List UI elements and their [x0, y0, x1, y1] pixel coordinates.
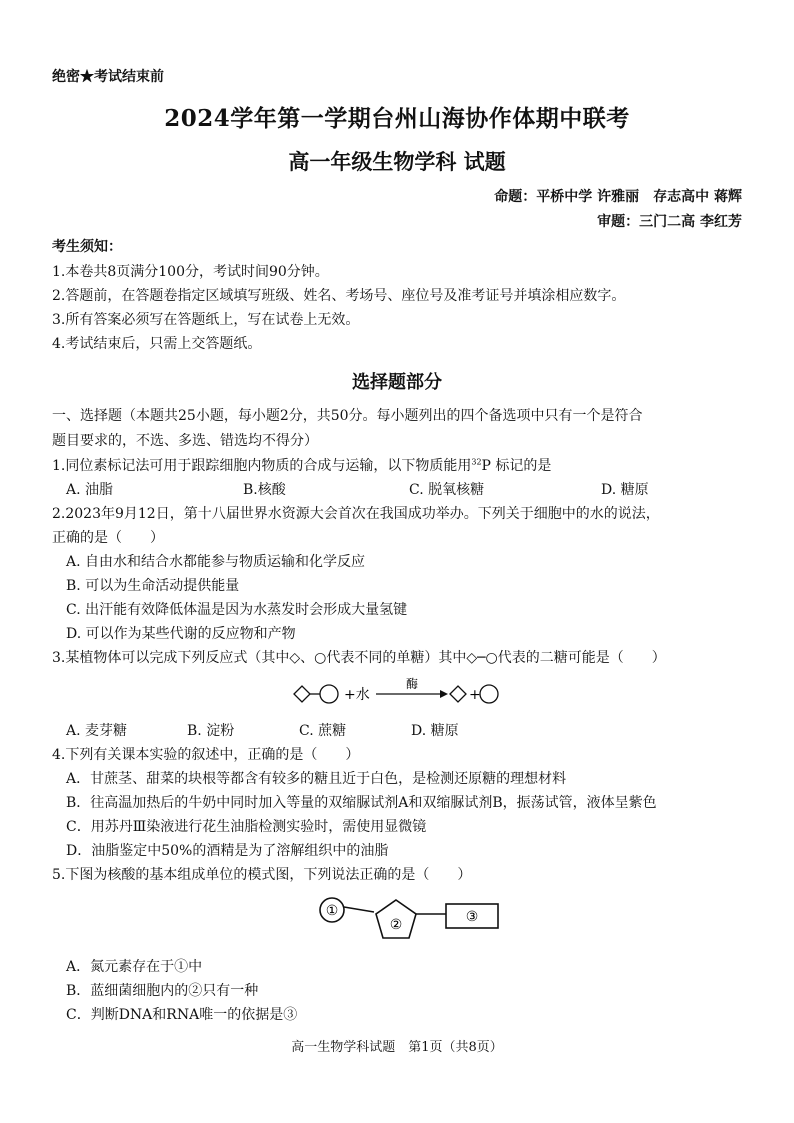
question-1-option-b: B.核酸 — [243, 482, 286, 498]
question-2-option-b: B. 可以为生命活动提供能量 — [66, 578, 240, 594]
bond-line — [344, 907, 374, 912]
question-5-option-b: B．蓝细菌细胞内的②只有一种 — [66, 983, 259, 999]
question-4-option-c: C．用苏丹Ⅲ染液进行花生油脂检测实验时，需使用显微镜 — [66, 819, 427, 835]
isotope-mass-number: 32 — [471, 457, 482, 467]
page-footer: 高一生物学科试题 第1页（共8页） — [291, 1040, 503, 1055]
question-1-stem-a: 1.同位素标记法可用于跟踪细胞内物质的合成与运输，以下物质能用 — [52, 458, 472, 474]
question-1-stem-b: P 标记的是 — [481, 458, 552, 474]
reaction-diagram — [290, 672, 510, 712]
question-2-stem: 正确的是（ ） — [52, 530, 164, 546]
part-intro: 题目要求的，不选、多选、错选均不得分） — [52, 433, 318, 449]
question-1-stem — [52, 455, 551, 475]
diamond-monosaccharide-icon — [450, 686, 466, 702]
notice-item: 2.答题前，在答题卷指定区域填写班级、姓名、考场号、座位号及准考证号并填涂相应数字。 — [52, 288, 626, 304]
section-title: 选择题部分 — [352, 372, 442, 393]
question-5-option-c: C．判断DNA和RNA唯一的依据是③ — [66, 1007, 298, 1023]
pentose-label: ② — [389, 917, 403, 933]
notice-item: 1.本卷共8页满分100分，考试时间90分钟。 — [52, 264, 329, 280]
reviewer-line: 审题：三门二高 李红芳 — [597, 214, 742, 230]
circle-monosaccharide-icon — [320, 685, 338, 703]
question-2-option-c: C. 出汗能有效降低体温是因为水蒸发时会形成大量氢键 — [66, 602, 408, 618]
exam-title: 2024学年第一学期台州山海协作体期中联考 — [164, 105, 630, 132]
question-3-option-d: D. 糖原 — [411, 723, 459, 739]
question-4-option-b: B．往高温加热后的牛奶中同时加入等量的双缩脲试剂A和双缩脲试剂B，振荡试管，液体呈紫色 — [66, 795, 657, 811]
question-3-option-c: C. 蔗糖 — [299, 723, 347, 739]
pentose-sugar-icon — [376, 900, 416, 938]
nucleotide-diagram — [312, 890, 512, 950]
notice-item: 3.所有答案必须写在答题纸上，写在试卷上无效。 — [52, 312, 360, 328]
question-1-option-a: A. 油脂 — [66, 482, 114, 498]
question-4-stem: 4.下列有关课本实验的叙述中，正确的是（ ） — [52, 747, 360, 763]
diamond-monosaccharide-icon — [294, 686, 310, 702]
reaction-enzyme-label: 酶 — [406, 677, 419, 691]
question-2-option-a: A. 自由水和结合水都能参与物质运输和化学反应 — [66, 554, 366, 570]
question-2-option-d: D. 可以作为某些代谢的反应物和产物 — [66, 626, 296, 642]
question-5-option-a: A．氮元素存在于①中 — [66, 959, 203, 975]
question-1-option-d: D. 糖原 — [601, 482, 649, 498]
question-3-option-a: A. 麦芽糖 — [66, 723, 128, 739]
notice-heading: 考生须知： — [52, 239, 122, 255]
question-1-option-c: C. 脱氧核糖 — [409, 482, 485, 498]
circle-monosaccharide-icon — [480, 685, 498, 703]
question-2-stem: 2.2023年9月12日，第十八届世界水资源大会首次在我国成功举办。下列关于细胞中的水的说法， — [52, 506, 660, 522]
reaction-plus-water: +水 — [344, 687, 370, 703]
question-3-stem: 3.某植物体可以完成下列反应式（其中◇、○代表不同的单糖）其中◇─○代表的二糖可能是（ ） — [52, 650, 666, 666]
confidential-mark: 绝密★考试结束前 — [52, 69, 164, 85]
phosphate-label: ① — [325, 903, 339, 919]
exam-subtitle: 高一年级生物学科 试题 — [288, 149, 506, 174]
reaction-arrow-icon — [376, 690, 448, 698]
notice-item: 4.考试结束后，只需上交答题纸。 — [52, 336, 262, 352]
question-5-stem: 5.下图为核酸的基本组成单位的模式图，下列说法正确的是（ ） — [52, 867, 472, 883]
base-label: ③ — [465, 909, 479, 925]
phosphate-group-icon — [320, 898, 344, 922]
question-4-option-a: A．甘蔗茎、甜菜的块根等都含有较多的糖且近于白色，是检测还原糖的理想材料 — [66, 771, 567, 787]
part-intro: 一、选择题（本题共25小题，每小题2分，共50分。每小题列出的四个备选项中只有一个是符合 — [52, 408, 643, 424]
question-4-option-d: D．油脂鉴定中50%的酒精是为了溶解组织中的油脂 — [66, 843, 389, 859]
reaction-plus: + — [469, 687, 481, 703]
nitrogenous-base-icon — [446, 904, 498, 928]
question-3-option-b: B. 淀粉 — [187, 723, 235, 739]
author-line: 命题：平桥中学 许雅丽 存志高中 蒋辉 — [494, 189, 742, 205]
